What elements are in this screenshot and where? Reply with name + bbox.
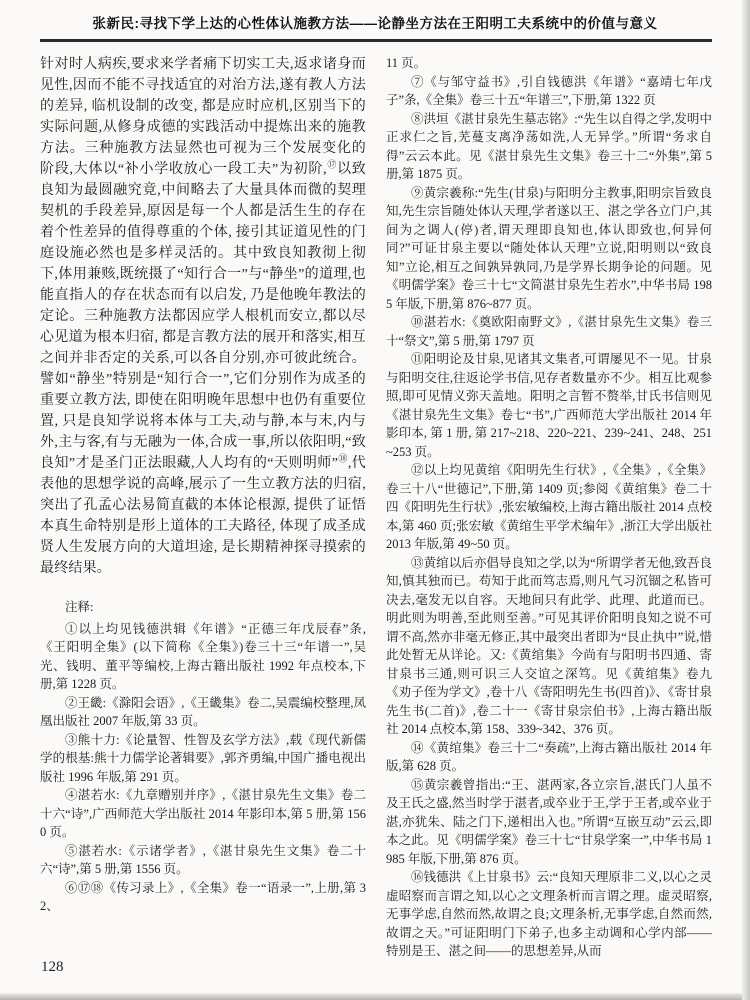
body-text-segment: 针对时人病疾,要求来学者痛下切实工夫,返求诸身而见性,因而不能不寻找适宜的对治方法,遂有教人方法的差异, 临机设制的改变, 都是应时应机,区别当下的实际问题,从修身成德的实践活动中提炼出来的施教方法。三种施教方法显然也可视为三个发展变化的阶段,大体以“补小学收放心一段工夫”为初阶, bbox=[40, 57, 366, 177]
footnote-item-2: ②王畿:《滁阳会语》,《王畿集》卷二,吴震编校整理,凤凰出版社 2007 年版,第 33 页。 bbox=[40, 695, 366, 728]
footnote-continuation: 11 页。 bbox=[386, 56, 427, 70]
footnote-item-14: ⑭《黄绾集》卷三十二“奏疏”,上海古籍出版社 2014 年版,第 628 页。 bbox=[386, 740, 712, 773]
footnote-item-3: ③熊十力:《论量智、性智及玄学方法》,载《现代新儒学的根基:熊十力儒学论著辑要》,郭齐勇编,中国广播电视出版社 1996 年版,第 291 页。 bbox=[40, 732, 366, 784]
page-number: 128 bbox=[41, 959, 64, 975]
body-text-segment: ,代表他的思想学说的高峰,展示了一生立教方法的归宿,突出了孔孟心法易简直截的本体论根源, 提供了证悟本真生命特别是形上道体的工夫路径, 体现了成圣成贤人生发展方向的大道坦途, 是长期精神探寻摸索的最终结果。 bbox=[40, 456, 367, 576]
footnote-item-12: ⑫以上均见黄绾《阳明先生行状》,《全集》,《全集》卷三十八“世德记”,下册,第 1409 页;参阅《黄绾集》卷二十四《阳明先生行状》,张宏敏编校,上海古籍出版社 2014 点校本,第 460 页;张宏敏《黄绾生平学术编年》,浙江大学出版社 2013 年版,第 49~50 页。 bbox=[386, 463, 712, 551]
footnote-item-8: ⑧洪垣《湛甘泉先生墓志铭》:“先生以自得之学,发明中正求仁之旨,芜蔓支离净荡如洗,人无异学。”所谓“务求自得”云云本此。见《湛甘泉先生文集》卷三十二“外集”,第 5 册,第 1875 页。 bbox=[386, 111, 712, 181]
footnote-ref-17: ⑰ bbox=[326, 159, 338, 170]
left-column bbox=[40, 54, 366, 961]
body-paragraph bbox=[40, 54, 366, 579]
running-header-title: 张新民:寻找下学上达的心性体认施教方法——论静坐方法在王阳明工夫系统中的价值与意义 bbox=[92, 16, 658, 31]
right-column bbox=[386, 54, 712, 961]
body-text-segment: 以致良知为最圆融究竟,中间略去了大量具体而微的契理契机的手段差异,原因是每一个人都是活生生的存在着个性差异的值得尊重的个体, 接引其证道见性的门庭设施必然也是多样灵活的。其中致良知教彻上彻下,体用兼赅,既统摄了“知行合一”与“静坐”的道理,也能直指人的存在状态而有以启发, 乃是他晚年教法的定论。三种施教方法都因应学人根机而安立,都以尽心见道为根本归宿, 都是言教方法的展开和落实,相互之间并非否定的关系,可以各自分别,亦可彼此统合。譬如“静坐”特别是“知行合一”,它们分别作为成圣的重要立教方法, 即使在阳明晚年思想中也仍有重要位置, 只是良知学说将本体与工夫,动与静,本与末,内与外,主与客,有与无融为一体,合成一事,所以依阳明,“致良知”才是圣门正法眼藏,人人均有的“天则明师” bbox=[40, 162, 367, 471]
footnote-item-16: ⑯钱德洪《上甘泉书》云:“良知天理原非二义,以心之灵虚昭察而言谓之知,以心之文理条析而言谓之理。虚灵昭察,无事学虑,自然而然,故谓之良;文理条析,无事学虑,自然而然,故谓之天。”可证阳明门下弟子,也多主动调和心学内部——特别是王、湛之间——的思想差异,从而 bbox=[386, 870, 712, 958]
two-column-layout bbox=[0, 42, 750, 961]
footnote-item-6: ⑥⑰⑱《传习录上》,《全集》卷一“语录一”,上册,第 32、 bbox=[40, 880, 366, 913]
footnote-item-5: ⑤湛若水:《示诸学者》,《湛甘泉先生文集》卷二十六“诗”,第 5 册,第 1556 页。 bbox=[40, 843, 366, 876]
footnote-ref-18: ⑱ bbox=[338, 453, 348, 464]
footnote-item-4: ④湛若水:《九章赠别并序》,《湛甘泉先生文集》卷二十六“诗”,广西师范大学出版社 2014 年影印本,第 5 册,第 1560 页。 bbox=[40, 788, 366, 839]
footnote-item-9: ⑨黄宗羲称:“先生(甘泉)与阳明分主教事,阳明宗旨致良知,先生宗旨随处体认天理,学者遂以王、湛之学各立门户,其间为之调人(停)者,谓天理即良知也,体认即致也,何异何同?”可证甘泉主要以“随处体认天理”立说,阳明则以“致良知”立论,相互之间孰异孰同,乃是学界长期争论的问题。见《明儒学案》卷三十七“文简湛甘泉先生若水”,中华书局 1985 年版,下册,第 876~877 页。 bbox=[386, 185, 712, 311]
footnote-item-15: ⑮黄宗羲曾指出:“王、湛两家,各立宗旨,湛氏门人虽不及王氏之盛,然当时学于湛者,或卒业于王,学于王者,或卒业于湛,亦犹朱、陆之门下,递相出入也。”所谓“互嵌互动”云云,即本之此。见《明儒学案》卷三十七“甘泉学案一”,中华书局 1985 年版,下册,第 876 页。 bbox=[386, 777, 712, 866]
footnote-item-1: ①以上均见钱德洪辑《年谱》“正德三年戊辰春”条,《王阳明全集》(以下简称《全集》)卷三十三“年谱一”,吴光、钱明、董平等编校,上海古籍出版社 1992 年点校本,下册,第 1228 页。 bbox=[40, 621, 366, 691]
footnote-item-13: ⑬黄绾以后亦倡导良知之学,以为“所谓学者无他,致吾良知,慎其独而已。苟知于此而笃志焉,则凡气习沉锢之私皆可决去,毫发无以自容。天地间只有此学、此理、此道而已。明此则为明善,至此则至善。”可见其评价阳明良知之说不可谓不高,然亦非毫无修正,其中最突出者即为“艮止执中”说,惜此处暂无从详论。又:《黄绾集》今尚有与阳明书四通、寄甘泉书三通,则可识三人交谊之深笃。见《黄绾集》卷九《劝子侄为学文》,卷十八《寄阳明先生书(四首)》、《寄甘泉先生书(二首)》,卷二十一《寄甘泉宗伯书》,上海古籍出版社 2014 点校本,第 158、339~342、376 页。 bbox=[386, 555, 712, 736]
footnote-item-11: ⑪阳明论及甘泉,见诸其文集者,可谓屡见不一见。甘泉与阳明交往,往返论学书信,见存者数量亦不少。相互比观参照,即可见情义弥天盖地。阳明之言暂不赘举,甘氏书信则见《湛甘泉先生文集》卷七“书”,广西师范大学出版社 2014 年影印本, 第 1 册, 第 217~218、220~221、239~241、248、251~253 页。 bbox=[386, 352, 712, 459]
footnote-item-10: ⑩湛若水:《奠欧阳南野文》,《湛甘泉先生文集》卷三十“祭文”,第 5 册,第 1797 页 bbox=[386, 315, 712, 348]
footnote-item-7: ⑦《与邹守益书》,引自钱德洪《年谱》“嘉靖七年戊子”条,《全集》卷三十五“年谱三”,下册,第 1322 页 bbox=[386, 74, 712, 107]
notes-heading: 注释: bbox=[65, 600, 94, 614]
